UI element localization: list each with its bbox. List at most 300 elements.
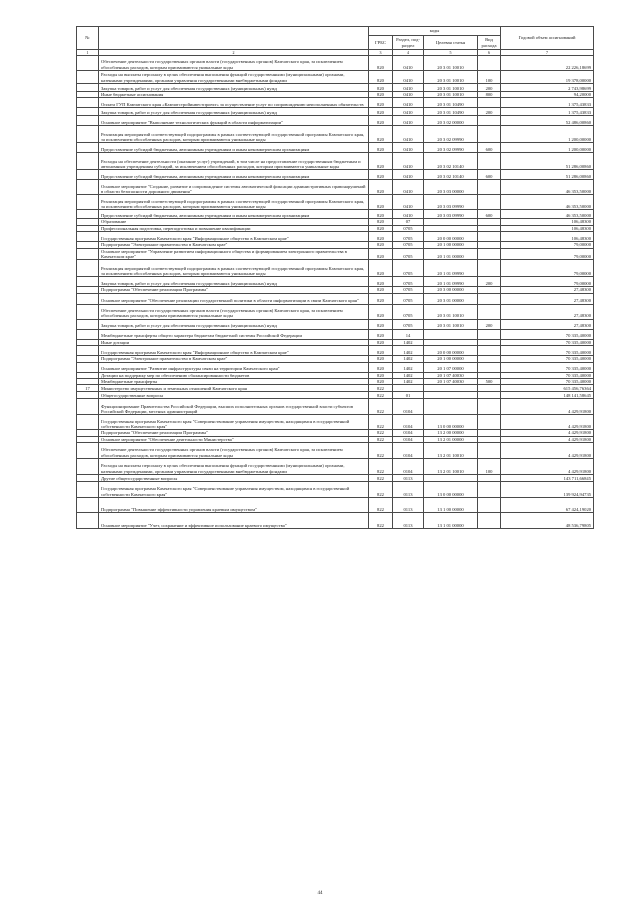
grbs-code-cell: 822: [369, 392, 393, 399]
expense-type-cell: [478, 116, 501, 126]
expense-type-cell: [478, 153, 501, 170]
table-row: [77, 248, 594, 260]
amount-cell: 67 424,19020: [501, 498, 594, 513]
table-row: [77, 415, 594, 430]
target-article-cell: 20 3 02 09990: [424, 143, 478, 153]
row-number-cell: [77, 143, 99, 153]
row-number-cell: [77, 346, 99, 356]
amount-cell: 19 378,00000: [501, 71, 594, 84]
table-row: [77, 232, 594, 242]
row-number-cell: [77, 362, 99, 372]
index-cell: 7: [501, 50, 594, 56]
grbs-code-cell: 822: [369, 430, 393, 436]
section-code-cell: 0410: [393, 170, 424, 180]
grbs-code-cell: 820: [369, 362, 393, 372]
amount-cell: 46 353,50000: [501, 180, 594, 195]
target-article-cell: 20 3 02 09990: [424, 126, 478, 143]
grbs-code-cell: 822: [369, 513, 393, 529]
target-article-cell: 20 3 03 09990: [424, 195, 478, 210]
row-number-cell: [77, 304, 99, 319]
grbs-code-cell: 820: [369, 71, 393, 84]
section-code-cell: 0705: [393, 242, 424, 248]
row-name-cell: Реализация мероприятий соответствующей подпрограммы в рамках соответствующей государственной программы Камчатского края, за исключением обособленных расходов, которым присваиваются уникальные коды: [99, 126, 369, 143]
expense-type-cell: 800: [478, 92, 501, 98]
section-code-cell: 0705: [393, 260, 424, 277]
row-name-cell: Закупка товаров, работ и услуг для обеспечения государственных (муниципальных) нужд: [99, 277, 369, 287]
grbs-code-cell: 820: [369, 339, 393, 345]
row-number-cell: [77, 116, 99, 126]
budget-table: [76, 26, 594, 529]
section-code-cell: 0705: [393, 225, 424, 231]
index-cell: 2: [99, 50, 369, 56]
target-article-cell: 20 3 02 10140: [424, 170, 478, 180]
expense-type-cell: 600: [478, 170, 501, 180]
row-number-cell: [77, 482, 99, 498]
row-number-cell: [77, 71, 99, 84]
table-row: [77, 385, 594, 392]
grbs-code-cell: 820: [369, 319, 393, 329]
target-article-cell: [424, 385, 478, 392]
row-name-cell: Предоставление субсидий бюджетным, автономным учреждениям и иным некоммерческим организациям: [99, 170, 369, 180]
table-row: [77, 260, 594, 277]
row-number-cell: [77, 260, 99, 277]
grbs-code-cell: 820: [369, 126, 393, 143]
header-section: Раздел, под-раздел: [393, 36, 424, 50]
index-cell: 1: [77, 50, 99, 56]
amount-cell: 79,00000: [501, 242, 594, 248]
grbs-code-cell: 820: [369, 195, 393, 210]
grbs-code-cell: 820: [369, 180, 393, 195]
target-article-cell: 13 0 00 00000: [424, 415, 478, 430]
amount-cell: 1 375,43833: [501, 108, 594, 116]
grbs-code-cell: 822: [369, 436, 393, 442]
amount-cell: 4 429,91800: [501, 436, 594, 442]
row-name-cell: Закупка товаров, работ и услуг для обеспечения государственных (муниципальных) нужд: [99, 319, 369, 329]
row-number-cell: [77, 513, 99, 529]
table-row: [77, 346, 594, 356]
amount-cell: 4 429,91800: [501, 459, 594, 475]
section-code-cell: 0410: [393, 210, 424, 219]
amount-cell: 2 743,98699: [501, 84, 594, 92]
grbs-code-cell: 820: [369, 356, 393, 362]
table-row: [77, 443, 594, 459]
target-article-cell: 20 3 02 10140: [424, 153, 478, 170]
table-row: [77, 71, 594, 84]
expense-type-cell: [478, 482, 501, 498]
table-row: [77, 108, 594, 116]
target-article-cell: 20 1 00 00000: [424, 356, 478, 362]
target-article-cell: 20 3 01 10490: [424, 108, 478, 116]
grbs-code-cell: 822: [369, 415, 393, 430]
row-name-cell: Подпрограмма "Обеспечение реализации Программы": [99, 430, 369, 436]
section-code-cell: 0104: [393, 436, 424, 442]
row-number-cell: [77, 180, 99, 195]
target-article-cell: 13 2 01 10010: [424, 443, 478, 459]
expense-type-cell: [478, 362, 501, 372]
amount-cell: 27,48300: [501, 319, 594, 329]
header-amount: Годовой объем ассигнований: [501, 27, 594, 50]
expense-type-cell: 600: [478, 210, 501, 219]
table-row: [77, 210, 594, 219]
grbs-code-cell: 820: [369, 225, 393, 231]
grbs-code-cell: 822: [369, 498, 393, 513]
expense-type-cell: 200: [478, 319, 501, 329]
grbs-code-cell: 820: [369, 304, 393, 319]
amount-cell: 79,00000: [501, 248, 594, 260]
section-code-cell: 0705: [393, 232, 424, 242]
amount-cell: 48 536,79805: [501, 513, 594, 529]
expense-type-cell: [478, 98, 501, 108]
table-header: [77, 27, 594, 56]
row-name-cell: Профессиональная подготовка, переподготовка и повышение квалификации: [99, 225, 369, 231]
row-number-cell: [77, 108, 99, 116]
section-code-cell: 0410: [393, 56, 424, 71]
target-article-cell: 20 3 01 10490: [424, 98, 478, 108]
page-number: 44: [317, 891, 323, 896]
amount-cell: 106,48300: [501, 219, 594, 225]
index-cell: 4: [393, 50, 424, 56]
row-name-cell: Предоставление субсидий бюджетным, автономным учреждениям и иным некоммерческим организациям: [99, 143, 369, 153]
table-row: [77, 98, 594, 108]
amount-cell: 94,20000: [501, 92, 594, 98]
amount-cell: 70 335,40000: [501, 346, 594, 356]
row-number-cell: [77, 277, 99, 287]
expense-type-cell: [478, 329, 501, 339]
expense-type-cell: 500: [478, 379, 501, 385]
section-code-cell: 1402: [393, 346, 424, 356]
target-article-cell: 20 3 01 10010: [424, 71, 478, 84]
row-name-cell: Основное мероприятие "Управление развитием информационного общества и формированием электронного правительства в Камчатском крае": [99, 248, 369, 260]
amount-cell: 79,00000: [501, 260, 594, 277]
table-row: [77, 56, 594, 71]
target-article-cell: 13 2 00 00000: [424, 430, 478, 436]
row-name-cell: Основное мероприятие "Развитие инфраструктуры связи на территории Камчатского края": [99, 362, 369, 372]
section-code-cell: 0104: [393, 399, 424, 415]
row-name-cell: Иные бюджетные ассигнования: [99, 92, 369, 98]
section-code-cell: 1402: [393, 379, 424, 385]
section-code-cell: 0104: [393, 443, 424, 459]
expense-type-cell: [478, 475, 501, 482]
row-number-cell: [77, 210, 99, 219]
expense-type-cell: [478, 195, 501, 210]
section-code-cell: 14: [393, 329, 424, 339]
grbs-code-cell: 820: [369, 277, 393, 287]
row-name-cell: Образование: [99, 219, 369, 225]
section-code-cell: 0705: [393, 248, 424, 260]
row-name-cell: Государственная программа Камчатского края "Информационное общество в Камчатском крае": [99, 346, 369, 356]
index-cell: 6: [478, 50, 501, 56]
row-name-cell: Подпрограмма "Электронное правительство в Камчатском крае": [99, 242, 369, 248]
grbs-code-cell: 820: [369, 219, 393, 225]
grbs-code-cell: 820: [369, 108, 393, 116]
section-code-cell: 0705: [393, 319, 424, 329]
grbs-code-cell: 820: [369, 329, 393, 339]
row-number-cell: [77, 475, 99, 482]
grbs-code-cell: 820: [369, 248, 393, 260]
target-article-cell: 13 2 01 10010: [424, 459, 478, 475]
section-code-cell: 0410: [393, 92, 424, 98]
row-number-cell: [77, 232, 99, 242]
amount-cell: 615 456,76364: [501, 385, 594, 392]
section-code-cell: 0113: [393, 498, 424, 513]
amount-cell: 79,00000: [501, 277, 594, 287]
expense-type-cell: [478, 126, 501, 143]
row-name-cell: Подпрограмма "Обеспечение реализации Программы": [99, 287, 369, 293]
table-row: [77, 195, 594, 210]
target-article-cell: 20 3 00 00000: [424, 287, 478, 293]
row-name-cell: Министерство имущественных и земельных отношений Камчатского края: [99, 385, 369, 392]
table-row: [77, 180, 594, 195]
target-article-cell: 20 3 01 10010: [424, 92, 478, 98]
expense-type-cell: 200: [478, 277, 501, 287]
target-article-cell: 20 1 01 09990: [424, 277, 478, 287]
amount-cell: 4 429,91800: [501, 430, 594, 436]
row-name-cell: Дотации на поддержку мер по обеспечению сбалансированности бюджетов: [99, 372, 369, 378]
expense-type-cell: [478, 443, 501, 459]
amount-cell: 46 353,50000: [501, 195, 594, 210]
table-row: [77, 153, 594, 170]
table-row: [77, 475, 594, 482]
amount-cell: 51 286,00860: [501, 153, 594, 170]
expense-type-cell: [478, 498, 501, 513]
expense-type-cell: [478, 399, 501, 415]
target-article-cell: 20 1 07 40030: [424, 379, 478, 385]
header-grbs: ГРБС: [369, 36, 393, 50]
row-name-cell: Иные дотации: [99, 339, 369, 345]
amount-cell: 27,48300: [501, 304, 594, 319]
row-name-cell: Оплата ГУП Камчатского края «Камчатстройинвестпроект» за осуществление услуг по сопровождению неисполненных обязательств: [99, 98, 369, 108]
index-cell: 5: [424, 50, 478, 56]
expense-type-cell: [478, 385, 501, 392]
target-article-cell: 20 3 03 00000: [424, 180, 478, 195]
amount-cell: 70 335,40000: [501, 356, 594, 362]
target-article-cell: 20 0 00 00000: [424, 346, 478, 356]
section-code-cell: 0410: [393, 126, 424, 143]
amount-cell: 46 353,50000: [501, 210, 594, 219]
row-name-cell: Основное мероприятие "Обеспечение деятельности Министерства": [99, 436, 369, 442]
target-article-cell: 20 3 01 00000: [424, 293, 478, 304]
row-name-cell: Государственная программа Камчатского края "Совершенствование управления имуществом, находящимся в государственной собственности Камчатского края": [99, 415, 369, 430]
table-row: [77, 329, 594, 339]
amount-cell: 4 429,91800: [501, 443, 594, 459]
table-row: [77, 319, 594, 329]
amount-cell: 1 200,00000: [501, 143, 594, 153]
amount-cell: 70 335,40000: [501, 339, 594, 345]
expense-type-cell: 100: [478, 71, 501, 84]
expense-type-cell: [478, 180, 501, 195]
target-article-cell: 20 1 07 00000: [424, 362, 478, 372]
row-name-cell: Функционирование Правительства Российской Федерации, высших исполнительных органов государственной власти субъектов Российской Федерации, местных администраций: [99, 399, 369, 415]
header-num: №: [77, 27, 99, 50]
row-number-cell: [77, 153, 99, 170]
row-name-cell: Общегосударственные вопросы: [99, 392, 369, 399]
amount-cell: 4 429,91800: [501, 399, 594, 415]
target-article-cell: 13 2 01 00000: [424, 436, 478, 442]
row-number-cell: [77, 399, 99, 415]
target-article-cell: 20 0 00 00000: [424, 232, 478, 242]
expense-type-cell: 200: [478, 84, 501, 92]
amount-cell: 1 375,43833: [501, 98, 594, 108]
table-row: [77, 84, 594, 92]
row-number-cell: [77, 98, 99, 108]
row-number-cell: [77, 170, 99, 180]
grbs-code-cell: 822: [369, 399, 393, 415]
row-name-cell: Реализация мероприятий соответствующей подпрограммы в рамках соответствующей государственной программы Камчатского края, за исключением обособленных расходов, которым присваиваются уникальные коды: [99, 260, 369, 277]
table-row: [77, 513, 594, 529]
target-article-cell: 13 1 00 00000: [424, 498, 478, 513]
expense-type-cell: [478, 248, 501, 260]
grbs-code-cell: 822: [369, 443, 393, 459]
row-name-cell: Государственная программа Камчатского края "Совершенствование управления имуществом, находящимся в государственной собственности Камчатского края": [99, 482, 369, 498]
row-number-cell: [77, 415, 99, 430]
row-name-cell: Обеспечение деятельности государственных органов власти (государственных органов) Камчатского края, за исключением обособленных расходов, которым присваиваются уникальные коды: [99, 56, 369, 71]
index-cell: 3: [369, 50, 393, 56]
amount-cell: 51 286,00860: [501, 170, 594, 180]
grbs-code-cell: 820: [369, 232, 393, 242]
row-name-cell: Межбюджетные трансферты общего характера бюджетам бюджетной системы Российской Федерации: [99, 329, 369, 339]
grbs-code-cell: 820: [369, 56, 393, 71]
amount-cell: 70 335,40000: [501, 329, 594, 339]
amount-cell: 148 141,58645: [501, 392, 594, 399]
table-row: [77, 293, 594, 304]
grbs-code-cell: 820: [369, 170, 393, 180]
table-row: [77, 392, 594, 399]
amount-cell: 106,48300: [501, 225, 594, 231]
amount-cell: 143 711,66845: [501, 475, 594, 482]
row-name-cell: Предоставление субсидий бюджетным, автономным учреждениям и иным некоммерческим организациям: [99, 210, 369, 219]
row-name-cell: Основное мероприятие "Создание, развитие и сопровождение системы автоматической фиксации административных правонарушений в области безопасности дорожного движения": [99, 180, 369, 195]
amount-cell: 139 924,94735: [501, 482, 594, 498]
section-code-cell: 1402: [393, 362, 424, 372]
expense-type-cell: [478, 293, 501, 304]
section-code-cell: [393, 385, 424, 392]
row-name-cell: Основное мероприятие "Выполнение технологических функций в области информатизации": [99, 116, 369, 126]
grbs-code-cell: 822: [369, 385, 393, 392]
grbs-code-cell: 820: [369, 293, 393, 304]
section-code-cell: 0410: [393, 195, 424, 210]
expense-type-cell: [478, 392, 501, 399]
grbs-code-cell: 820: [369, 287, 393, 293]
row-name-cell: Основное мероприятие "Учет, сохранение и эффективное использование краевого имущества": [99, 513, 369, 529]
target-article-cell: 20 3 01 10010: [424, 84, 478, 92]
table-row: [77, 399, 594, 415]
grbs-code-cell: 820: [369, 260, 393, 277]
grbs-code-cell: 820: [369, 98, 393, 108]
amount-cell: 27,48300: [501, 293, 594, 304]
grbs-code-cell: 820: [369, 379, 393, 385]
expense-type-cell: [478, 513, 501, 529]
section-code-cell: 0410: [393, 108, 424, 116]
target-article-cell: 20 3 01 10010: [424, 56, 478, 71]
row-number-cell: [77, 56, 99, 71]
expense-type-cell: [478, 56, 501, 71]
table-row: [77, 498, 594, 513]
row-number-cell: [77, 293, 99, 304]
table-row: [77, 482, 594, 498]
target-article-cell: 20 3 01 10010: [424, 304, 478, 319]
grbs-code-cell: 820: [369, 143, 393, 153]
section-code-cell: 0705: [393, 287, 424, 293]
grbs-code-cell: 822: [369, 459, 393, 475]
target-article-cell: 20 3 02 00000: [424, 116, 478, 126]
grbs-code-cell: 822: [369, 482, 393, 498]
amount-cell: 70 335,40000: [501, 372, 594, 378]
row-number-cell: [77, 248, 99, 260]
grbs-code-cell: 822: [369, 475, 393, 482]
amount-cell: 70 335,40000: [501, 362, 594, 372]
row-number-cell: [77, 443, 99, 459]
row-number-cell: [77, 319, 99, 329]
table-row: [77, 277, 594, 287]
grbs-code-cell: 820: [369, 116, 393, 126]
row-number-cell: [77, 84, 99, 92]
section-code-cell: 0113: [393, 513, 424, 529]
row-name-cell: Подпрограмма "Повышение эффективности управления краевым имуществом": [99, 498, 369, 513]
grbs-code-cell: 820: [369, 242, 393, 248]
section-code-cell: 0104: [393, 430, 424, 436]
grbs-code-cell: 820: [369, 210, 393, 219]
table-row: [77, 459, 594, 475]
amount-cell: 4 429,91800: [501, 415, 594, 430]
row-name-cell: Закупка товаров, работ и услуг для обеспечения государственных (муниципальных) нужд: [99, 108, 369, 116]
row-number-cell: [77, 195, 99, 210]
section-code-cell: 0104: [393, 415, 424, 430]
target-article-cell: [424, 329, 478, 339]
grbs-code-cell: 820: [369, 84, 393, 92]
expense-type-cell: [478, 304, 501, 319]
amount-cell: 52 486,00860: [501, 116, 594, 126]
target-article-cell: 20 3 01 10010: [424, 319, 478, 329]
target-article-cell: 13 1 01 00000: [424, 513, 478, 529]
header-name: [99, 27, 369, 50]
expense-type-cell: 100: [478, 459, 501, 475]
section-code-cell: 0410: [393, 84, 424, 92]
section-code-cell: 0113: [393, 475, 424, 482]
row-number-cell: [77, 392, 99, 399]
section-code-cell: 0113: [393, 482, 424, 498]
expense-type-cell: 200: [478, 108, 501, 116]
table-row: [77, 304, 594, 319]
row-name-cell: Межбюджетные трансферты: [99, 379, 369, 385]
section-code-cell: 0410: [393, 153, 424, 170]
table-row: [77, 170, 594, 180]
section-code-cell: 1402: [393, 339, 424, 345]
section-code-cell: 0410: [393, 180, 424, 195]
amount-cell: 22 226,18699: [501, 56, 594, 71]
row-number-cell: 17: [77, 385, 99, 392]
row-name-cell: Закупка товаров, работ и услуг для обеспечения государственных (муниципальных) нужд: [99, 84, 369, 92]
row-name-cell: Расходы на выплаты персоналу в целях обеспечения выполнения функций государственными (муниципальными) органами, казенными учреждениями, органами управления государственными внебюджетными фондами: [99, 71, 369, 84]
row-name-cell: Другие общегосударственные вопросы: [99, 475, 369, 482]
row-name-cell: Обеспечение деятельности государственных органов власти (государственных органов) Камчатского края, за исключением обособленных расходов, которым присваиваются уникальные коды: [99, 304, 369, 319]
row-number-cell: [77, 329, 99, 339]
target-article-cell: 20 1 01 00000: [424, 248, 478, 260]
row-name-cell: Обеспечение деятельности государственных органов власти (государственных органов) Камчатского края, за исключением обособленных расходов, которым присваиваются уникальные коды: [99, 443, 369, 459]
section-code-cell: 1402: [393, 372, 424, 378]
target-article-cell: [424, 399, 478, 415]
section-code-cell: 0705: [393, 277, 424, 287]
amount-cell: 70 335,40000: [501, 379, 594, 385]
amount-cell: 1 200,00000: [501, 126, 594, 143]
row-name-cell: Основное мероприятие "Обеспечение реализации государственной политики в области информатизации в связи Камчатского края": [99, 293, 369, 304]
section-code-cell: 0705: [393, 304, 424, 319]
target-article-cell: 20 1 01 09990: [424, 260, 478, 277]
expense-type-cell: 600: [478, 143, 501, 153]
expense-type-cell: [478, 346, 501, 356]
target-article-cell: [424, 475, 478, 482]
target-article-cell: 13 0 00 00000: [424, 482, 478, 498]
table-row: [77, 362, 594, 372]
